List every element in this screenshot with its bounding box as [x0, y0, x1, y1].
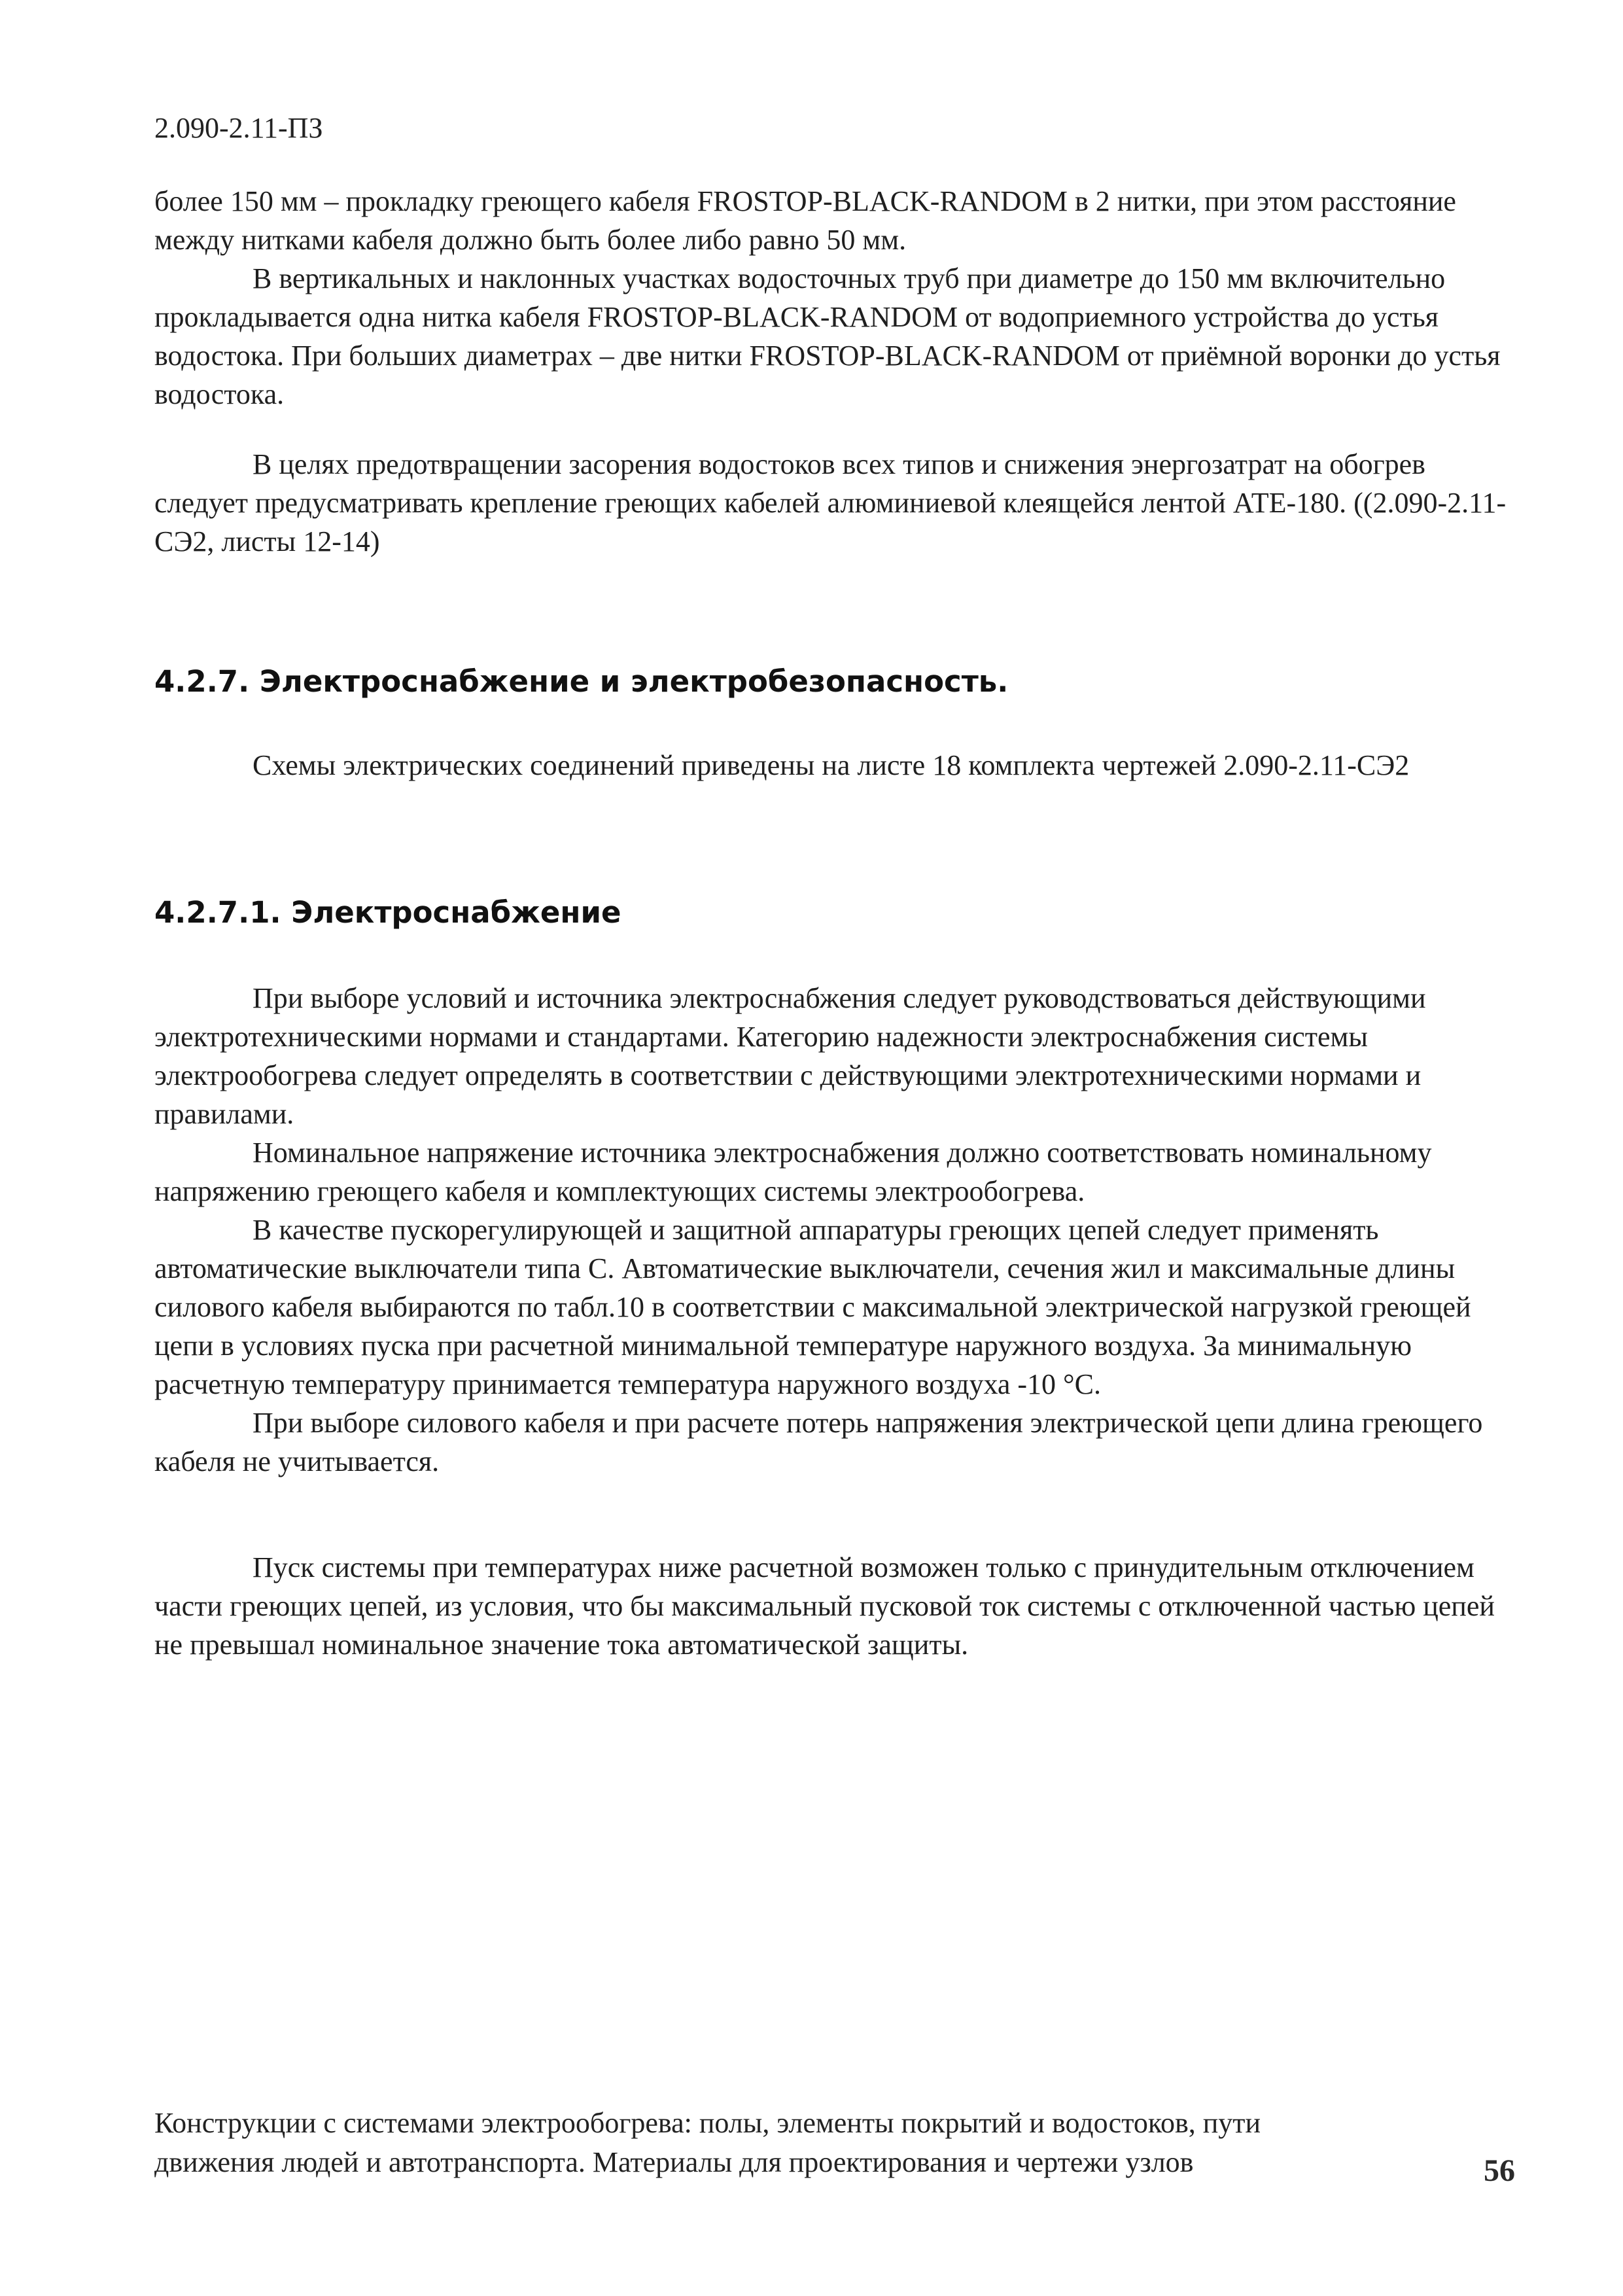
- section-427-text-block: [154, 746, 1522, 785]
- nominal-voltage-paragraph: Номинальное напряжение источника электроснабжения должно соответствовать номинальному напряжению греющего кабеля и комплектующих системы электрообогрева.: [154, 1137, 1432, 1207]
- section-427-heading: 4.2.7. Электроснабжение и электробезопасность.: [154, 664, 1009, 699]
- fixing-text-block: [154, 445, 1522, 561]
- footer-line-1: Конструкции с системами электрообогрева: полы, элементы покрытий и водостоков, пути: [154, 2107, 1261, 2139]
- startup-text-block: [154, 1548, 1522, 1664]
- fixing-paragraph: В целях предотвращении засорения водостоков всех типов и снижения энергозатрат на обогрев следует предусматривать крепление греющих кабелей алюминиевой клеящейся лентой АТЕ-180. ((2.090-2.11-СЭ2, листы 12-14): [154, 448, 1507, 557]
- protection-equipment-paragraph: В качестве пускорегулирующей и защитной аппаратуры греющих цепей следует применять автоматические выключатели типа С. Автоматические выключатели, сечения жил и максимальные длины силового кабеля выбираются по табл.10 в соответствии с максимальной электрической нагрузкой греющей цепи в условиях пуска при расчетной минимальной температуре наружного воздуха. За минимальную расчетную температуру принимается температура наружного воздуха -10 °С.: [154, 1214, 1471, 1400]
- document-code: 2.090-2.11-ПЗ: [154, 112, 323, 144]
- intro-paragraph-continuation: более 150 мм – прокладку греющего кабеля FROSTOP-BLACK-RANDOM в 2 нитки, при этом расстояние между нитками кабеля должно быть более либо равно 50 мм.: [154, 185, 1456, 256]
- section-4271-heading: 4.2.7.1. Электроснабжение: [154, 895, 621, 930]
- intro-paragraph-vertical-sections: В вертикальных и наклонных участках водосточных труб при диаметре до 150 мм включительно прокладывается одна нитка кабеля FROSTOP-BLACK-RANDOM от водоприемного устройства до устья водостока. При больших диаметрах – две нитки FROSTOP-BLACK-RANDOM от приёмной воронки до устья водостока.: [154, 262, 1501, 410]
- footer-line-2: движения людей и автотранспорта. Материалы для проектирования и чертежи узлов: [154, 2146, 1194, 2178]
- intro-text-block: [154, 182, 1522, 414]
- page-number: 56: [1484, 2153, 1515, 2188]
- startup-paragraph: Пуск системы при температурах ниже расчетной возможен только с принудительным отключением части греющих цепей, из условия, что бы максимальный пусковой ток системы с отключенной частью цепей не превышал номинальное значение тока автоматической защиты.: [154, 1551, 1495, 1661]
- document-footer: [154, 2104, 1463, 2182]
- power-cable-paragraph: При выборе силового кабеля и при расчете потерь напряжения электрической цепи длина греющего кабеля не учитывается.: [154, 1407, 1483, 1477]
- section-4271-text-block: [154, 979, 1522, 1481]
- section-427-paragraph: Схемы электрических соединений приведены на листе 18 комплекта чертежей 2.090-2.11-СЭ2: [253, 749, 1410, 781]
- power-supply-paragraph: При выборе условий и источника электроснабжения следует руководствоваться действующими электротехническими нормами и стандартами. Категорию надежности электроснабжения системы электрообогрева следует определять в соответствии с действующими электротехническими нормами и правилами.: [154, 982, 1426, 1130]
